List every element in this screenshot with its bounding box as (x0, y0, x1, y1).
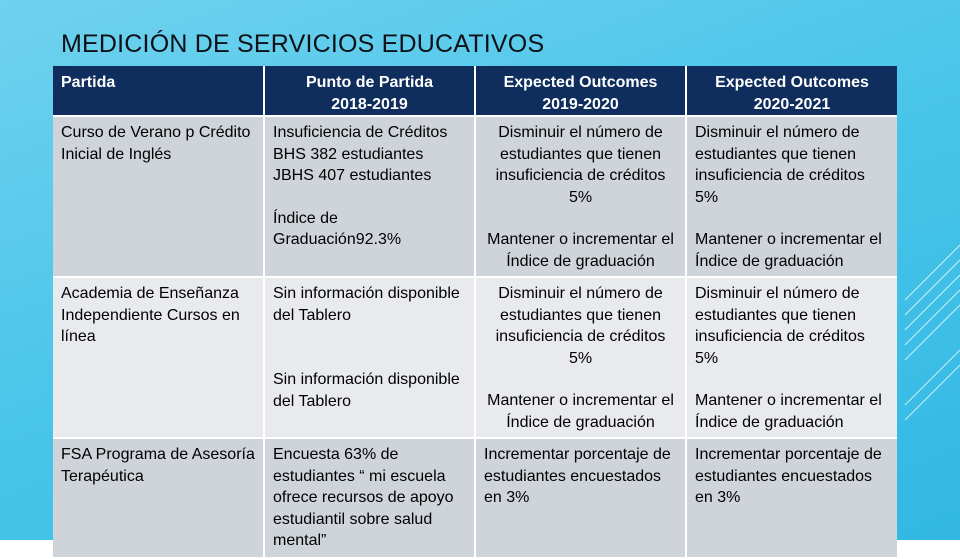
punto-de-partida-cell: Sin información disponible del Tablero Sin información disponible del Tablero (264, 277, 475, 438)
outcome-2019-2020-cell: Incrementar porcentaje de estudiantes encuestados en 3% (475, 438, 686, 558)
partida-cell: FSA Programa de Asesoría Terapéutica (53, 438, 264, 558)
outcome-2019-2020-cell: Disminuir el número de estudiantes que tienen insuficiencia de créditos 5% Mantener o incrementar el Índice de graduación (475, 277, 686, 438)
partida-cell: Academia de Enseñanza Independiente Cursos en línea (53, 277, 264, 438)
outcome-2020-2021-cell: Incrementar porcentaje de estudiantes encuestados en 3% (686, 438, 897, 558)
table-row (53, 277, 897, 438)
table-header-row (53, 66, 897, 116)
punto-de-partida-cell: Encuesta 63% de estudiantes “ mi escuela ofrece recursos de apoyo estudiantil sobre salud mental” (264, 438, 475, 558)
outcome-2019-2020-cell: Disminuir el número de estudiantes que tienen insuficiencia de créditos 5% Mantener o incrementar el Índice de graduación (475, 116, 686, 277)
outcomes-table (53, 66, 897, 559)
punto-de-partida-cell: Insuficiencia de Créditos BHS 382 estudiantes JBHS 407 estudiantes Índice de Graduación92.3% (264, 116, 475, 277)
header-partida: Partida (53, 66, 264, 116)
outcome-2020-2021-cell: Disminuir el número de estudiantes que tienen insuficiencia de créditos 5% Mantener o incrementar el Índice de graduación (686, 277, 897, 438)
header-expected-2019-2020: Expected Outcomes 2019-2020 (475, 66, 686, 116)
outcome-2020-2021-cell: Disminuir el número de estudiantes que tienen insuficiencia de créditos 5% Mantener o incrementar el Índice de graduación (686, 116, 897, 277)
table-row (53, 438, 897, 558)
header-expected-2020-2021: Expected Outcomes 2020-2021 (686, 66, 897, 116)
partida-cell: Curso de Verano p Crédito Inicial de Inglés (53, 116, 264, 277)
header-punto-de-partida: Punto de Partida 2018-2019 (264, 66, 475, 116)
page-title: MEDICIÓN DE SERVICIOS EDUCATIVOS (61, 30, 545, 58)
table-row (53, 116, 897, 277)
